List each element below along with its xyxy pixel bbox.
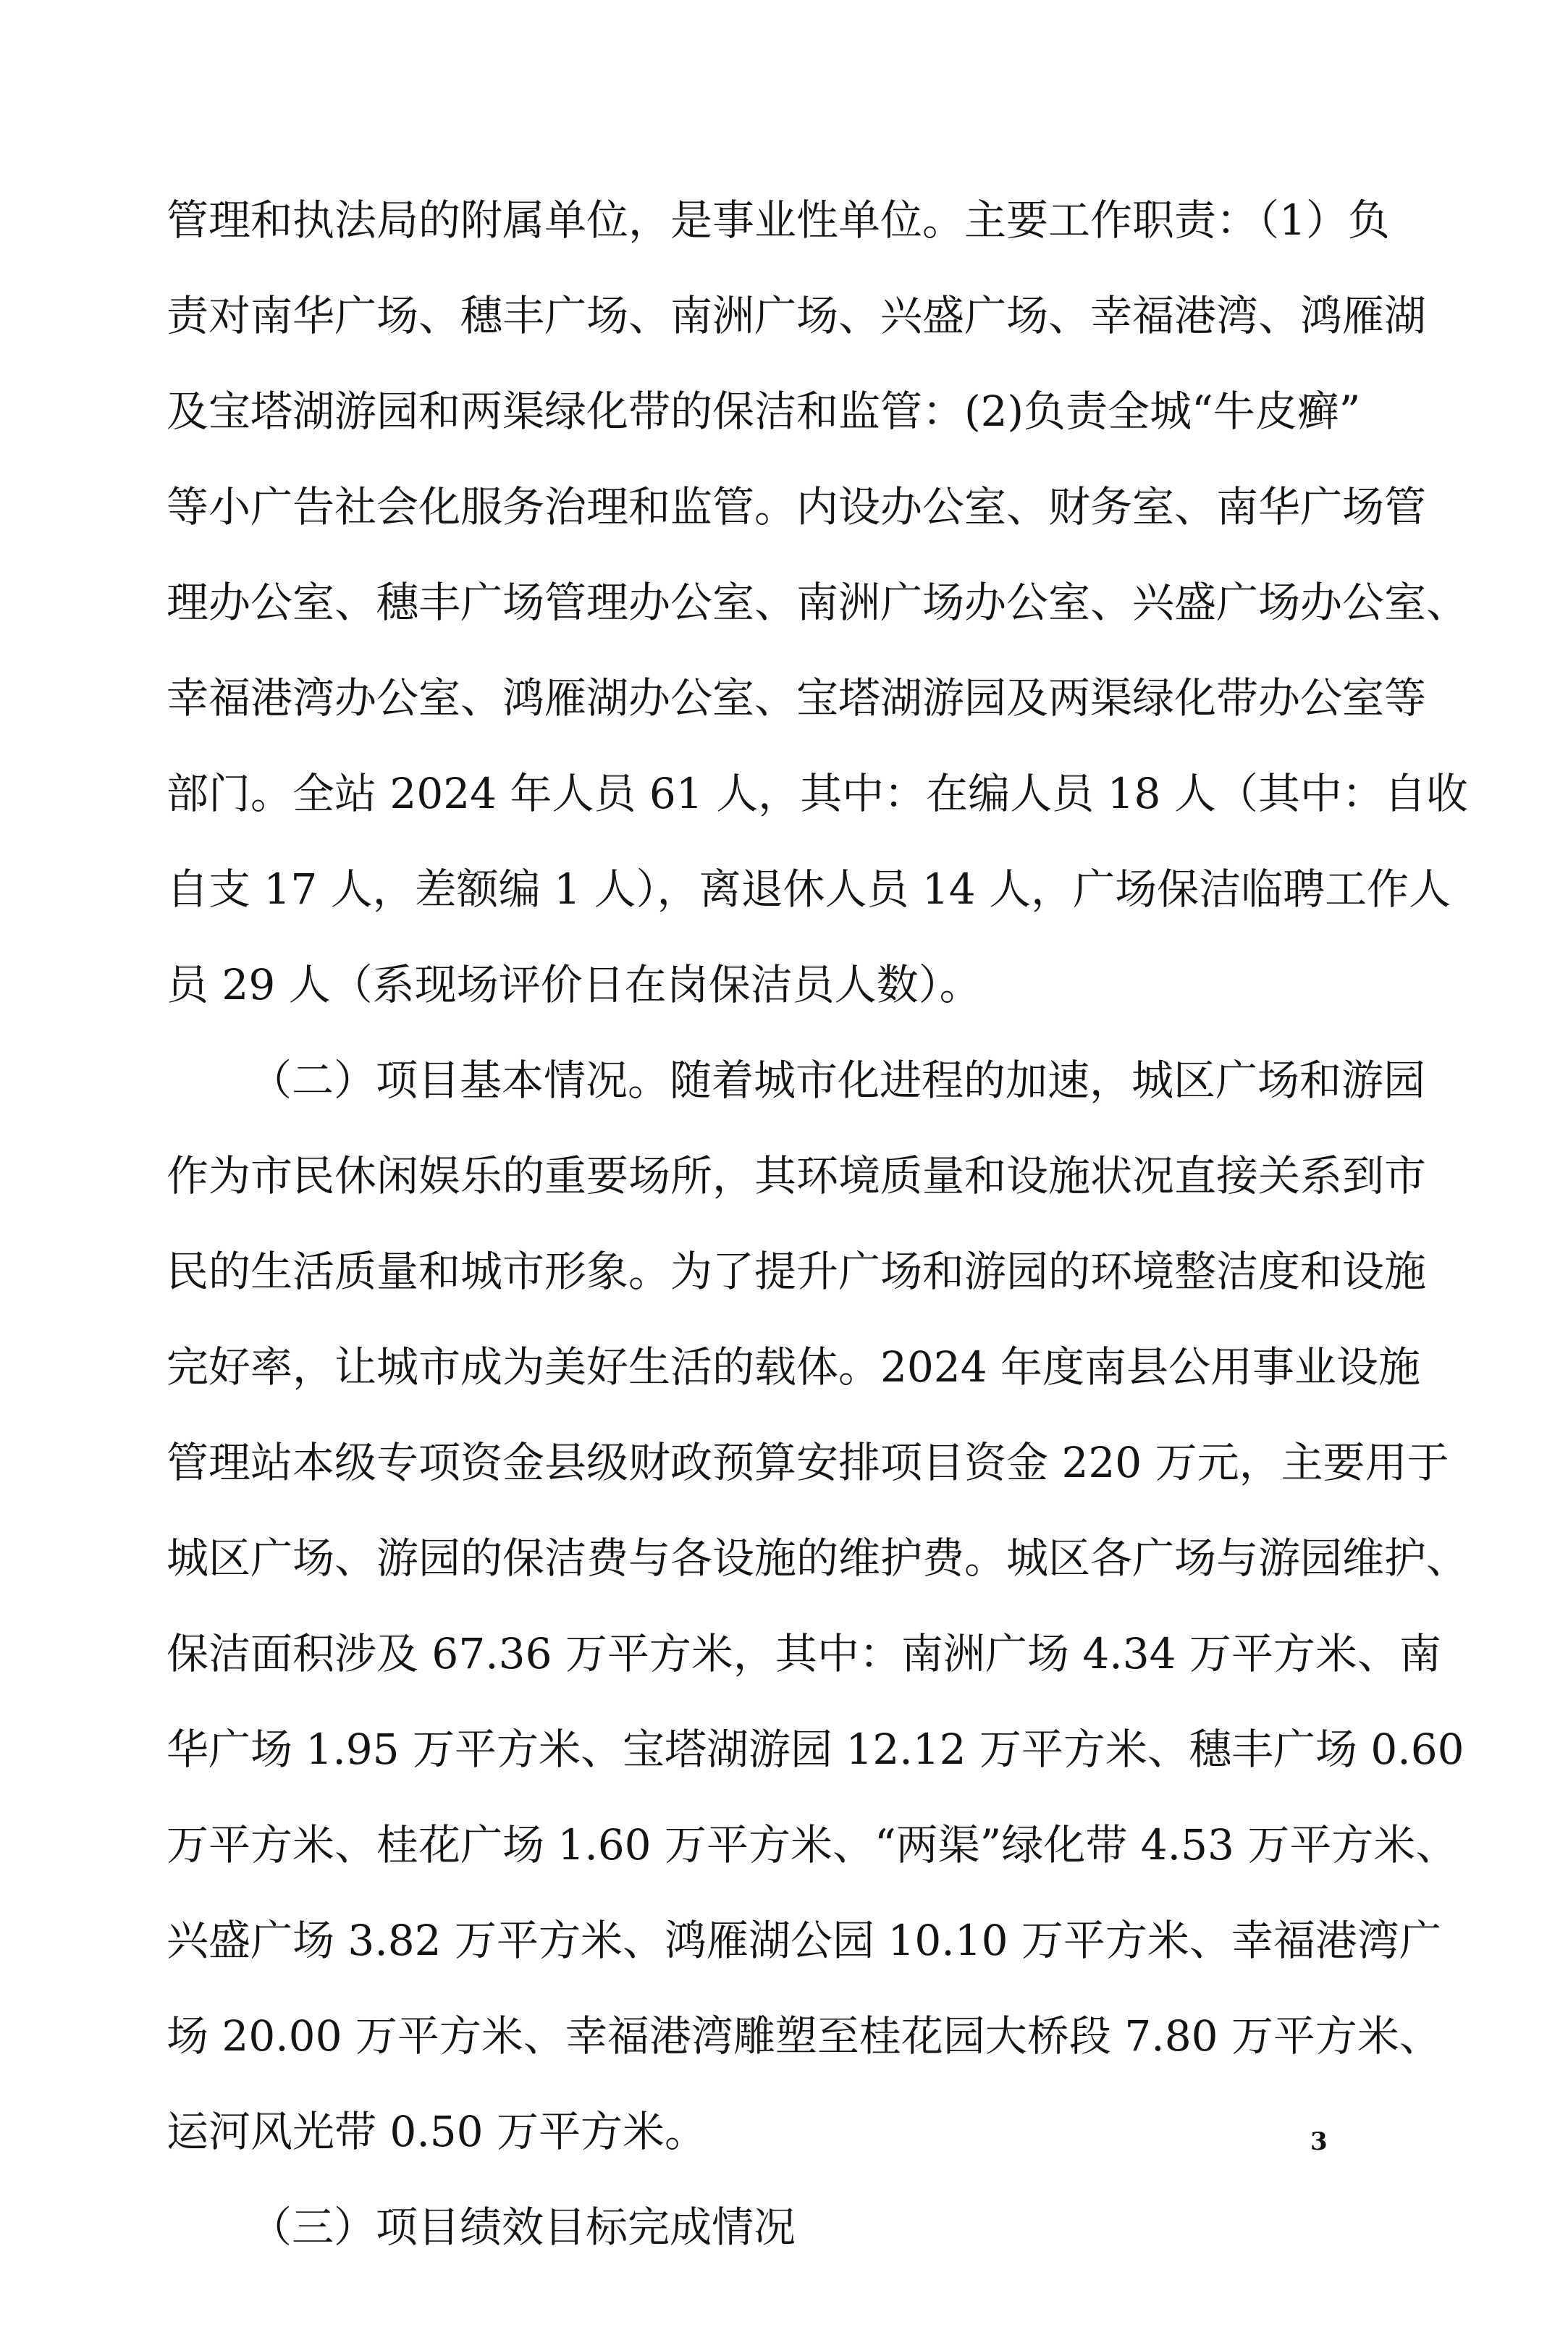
body-line: 民的生活质量和城市形象。为了提升广场和游园的环境整洁度和设施 [167, 1247, 1427, 1296]
body-line: 完好率，让城市成为美好生活的载体。2024 年度南县公用事业设施 [167, 1342, 1421, 1392]
section-two-heading-line: （二）项目基本情况。随着城市化进程的加速，城区广场和游园 [250, 1056, 1426, 1105]
body-line: 运河风光带 0.50 万平方米。 [167, 2107, 707, 2156]
body-line: 责对南华广场、穗丰广场、南洲广场、兴盛广场、幸福港湾、鸿雁湖 [167, 291, 1427, 340]
body-line: 作为市民休闲娱乐的重要场所，其环境质量和设施状况直接关系到市 [167, 1151, 1427, 1200]
body-line: 自支 17 人，差额编 1 人），离退休人员 14 人，广场保洁临聘工作人 [167, 865, 1451, 914]
body-line: 管理站本级专项资金县级财政预算安排项目资金 220 万元，主要用于 [167, 1438, 1449, 1487]
section-three-heading: （三）项目绩效目标完成情况 [250, 2203, 796, 2252]
body-line: 场 20.00 万平方米、幸福港湾雕塑至桂花园大桥段 7.80 万平方米、 [167, 2011, 1441, 2061]
body-line: 保洁面积涉及 67.36 万平方米，其中：南洲广场 4.34 万平方米、南 [167, 1629, 1441, 1678]
body-line: 幸福港湾办公室、鸿雁湖办公室、宝塔湖游园及两渠绿化带办公室等 [167, 673, 1427, 723]
body-line: 城区广场、游园的保洁费与各设施的维护费。城区各广场与游园维护、 [167, 1534, 1469, 1583]
body-line: 华广场 1.95 万平方米、宝塔湖游园 12.12 万平方米、穗丰广场 0.60 [167, 1725, 1464, 1774]
page-number: 3 [1310, 2127, 1328, 2156]
body-line: 兴盛广场 3.82 万平方米、鸿雁湖公园 10.10 万平方米、幸福港湾广 [167, 1916, 1441, 1965]
body-line: 管理和执法局的附属单位，是事业性单位。主要工作职责：（1）负 [167, 195, 1390, 245]
body-line: 及宝塔湖游园和两渠绿化带的保洁和监管：(2)负责全城“牛皮癣” [167, 387, 1361, 436]
body-line: 理办公室、穗丰广场管理办公室、南洲广场办公室、兴盛广场办公室、 [167, 578, 1469, 627]
body-line: 等小广告社会化服务治理和监管。内设办公室、财务室、南华广场管 [167, 482, 1427, 531]
body-line: 部门。全站 2024 年人员 61 人，其中：在编人员 18 人（其中：自收 [167, 769, 1468, 818]
body-line: 员 29 人（系现场评价日在岗保洁员人数）。 [167, 960, 982, 1009]
body-line: 万平方米、桂花广场 1.60 万平方米、“两渠”绿化带 4.53 万平方米、 [167, 1820, 1458, 1869]
